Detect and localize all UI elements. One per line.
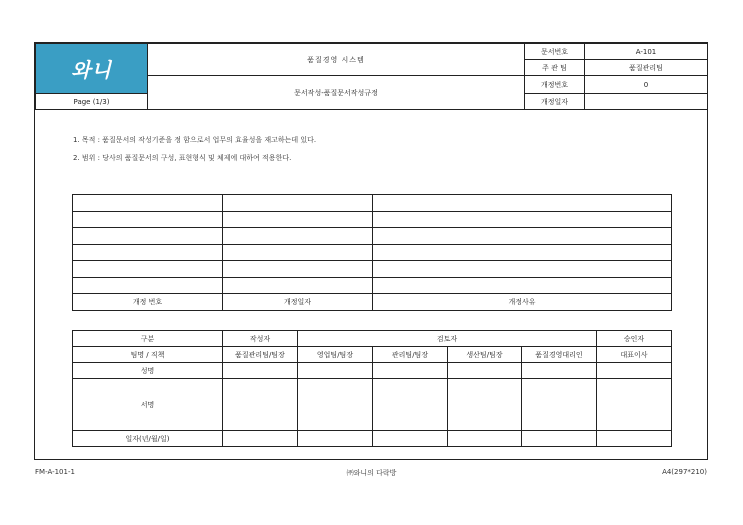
logo-text: 와니 xyxy=(71,58,112,82)
approval-team-row xyxy=(73,347,672,363)
approval-date-row xyxy=(73,431,672,447)
label-team-position: 팀명 / 직책 xyxy=(73,347,223,363)
revision-history-table xyxy=(72,194,672,311)
header-revision-reason: 개정사유 xyxy=(373,294,672,311)
approval-signature-row xyxy=(73,379,672,431)
scope-text: 2. 범위 : 당사의 품질문서의 구성, 표현형식 및 체제에 대하여 적용한다. xyxy=(73,154,292,162)
team-quality-lead: 품질관리팀/팀장 xyxy=(223,347,298,363)
meta-label-revision-number: 개정번호 xyxy=(525,76,585,94)
revision-header-row xyxy=(73,294,672,311)
meta-value-owner-team: 품질관리팀 xyxy=(585,60,708,76)
form-code: FM-A-101-1 xyxy=(35,468,75,476)
document-title: 문서작성-품질문서작성규정 xyxy=(148,76,525,110)
header-revision-number: 개정 번호 xyxy=(73,294,223,311)
team-ceo: 대표이사 xyxy=(597,347,672,363)
meta-value-doc-number: A-101 xyxy=(585,44,708,60)
table-row xyxy=(73,211,672,228)
meta-label-owner-team: 주 관 팀 xyxy=(525,60,585,76)
header-revision-date: 개정일자 xyxy=(223,294,373,311)
approval-group-row xyxy=(73,331,672,347)
table-row xyxy=(73,228,672,245)
table-row xyxy=(73,277,672,294)
meta-value-revision-date xyxy=(585,94,708,110)
label-reviewer: 검토자 xyxy=(298,331,597,347)
approval-table xyxy=(72,330,672,447)
label-date: 일자(년/월/일) xyxy=(73,431,223,447)
system-title: 품질경영 시스템 xyxy=(148,44,525,76)
label-category: 구분 xyxy=(73,331,223,347)
meta-value-revision-number: 0 xyxy=(585,76,708,94)
table-row xyxy=(73,261,672,278)
team-admin-lead: 관리팀/팀장 xyxy=(373,347,448,363)
team-sales-lead: 영업팀/팀장 xyxy=(298,347,373,363)
table-row xyxy=(73,244,672,261)
company-name: ㈜와니의 다락방 xyxy=(346,469,397,477)
label-signature: 서명 xyxy=(73,379,223,431)
page-indicator: Page (1/3) xyxy=(36,94,148,110)
purpose-section xyxy=(73,131,316,167)
approval-name-row xyxy=(73,363,672,379)
meta-label-doc-number: 문서번호 xyxy=(525,44,585,60)
team-production-lead: 생산팀/팀장 xyxy=(448,347,522,363)
document-frame xyxy=(34,42,708,460)
company-logo xyxy=(36,44,148,94)
document-header xyxy=(35,43,708,110)
team-quality-representative: 품질경영대리인 xyxy=(522,347,597,363)
label-approver: 승인자 xyxy=(597,331,672,347)
table-row xyxy=(73,195,672,212)
label-writer: 작성자 xyxy=(223,331,298,347)
meta-label-revision-date: 개정일자 xyxy=(525,94,585,110)
paper-size: A4(297*210) xyxy=(662,468,707,476)
label-name: 성명 xyxy=(73,363,223,379)
purpose-text: 1. 목적 : 품질문서의 작성기준을 정 함으로서 업무의 효율성을 재고하는데 있다. xyxy=(73,136,317,144)
